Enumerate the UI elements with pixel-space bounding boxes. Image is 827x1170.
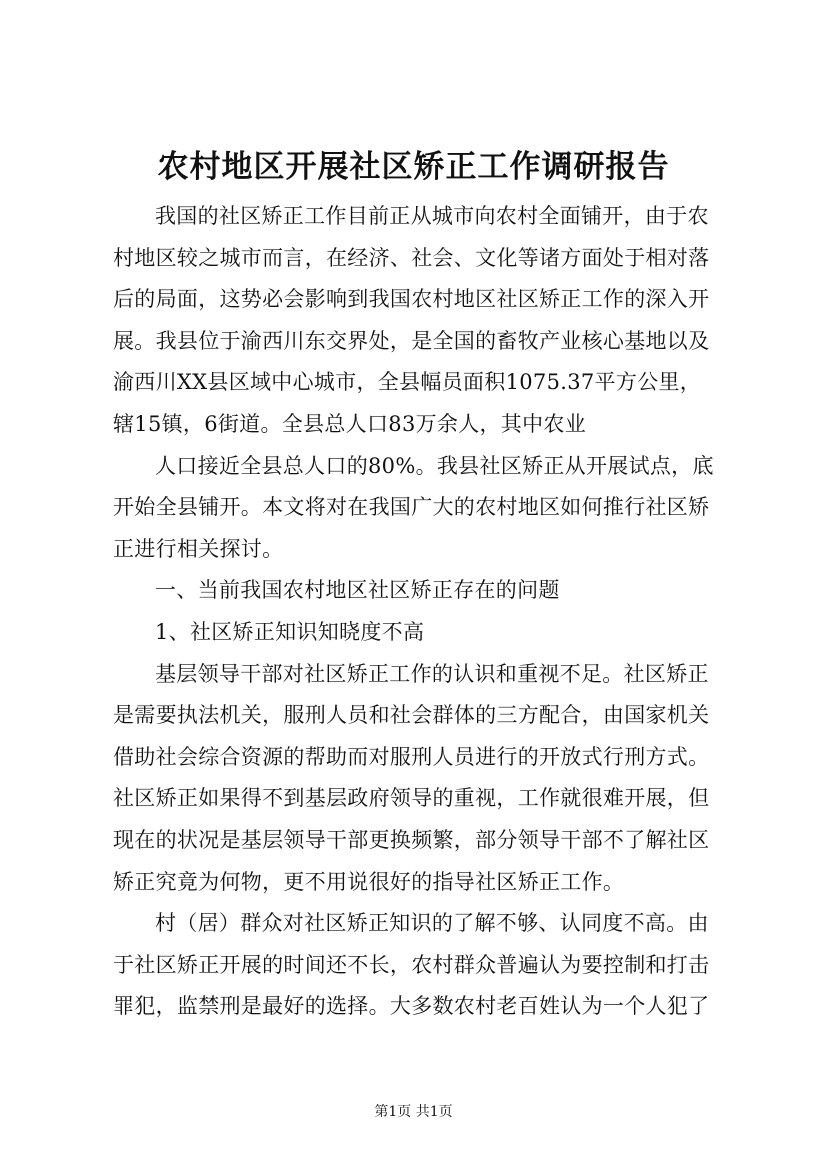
text-line: 社区矫正如果得不到基层政府领导的重视，工作就很难开展，但	[113, 786, 710, 811]
text-line: 后的局面，这势必会影响到我国农村地区社区矫正工作的深入开	[113, 287, 710, 312]
document-title: 农村地区开展社区矫正工作调研报告	[157, 149, 670, 185]
text-line: 罪犯，监禁刑是最好的选择。大多数农村老百姓认为一个人犯了	[113, 994, 710, 1019]
text-line: 是需要执法机关，服刑人员和社会群体的三方配合，由国家机关	[113, 703, 710, 728]
text-line: 借助社会综合资源的帮助而对服刑人员进行的开放式行刑方式。	[113, 744, 710, 769]
subsection-heading: 1、社区矫正知识知晓度不高	[155, 619, 425, 644]
text-line: 展。我县位于渝西川东交界处，是全国的畜牧产业核心基地以及	[113, 328, 710, 353]
text-line: 基层领导干部对社区矫正工作的认识和重视不足。社区矫正	[155, 661, 709, 686]
section-heading: 一、当前我国农村地区社区矫正存在的问题	[155, 578, 560, 603]
text-line: 矫正究竟为何物，更不用说很好的指导社区矫正工作。	[113, 869, 625, 894]
text-line: 开始全县铺开。本文将对在我国广大的农村地区如何推行社区矫	[113, 495, 710, 520]
text-line: 村（居）群众对社区矫正知识的了解不够、认同度不高。由	[155, 911, 709, 936]
text-line: 现在的状况是基层领导干部更换频繁，部分领导干部不了解社区	[113, 827, 710, 852]
page-footer: 第1页 共1页	[374, 1104, 453, 1120]
text-line: 渝西川XX县区域中心城市，全县幅员面积1075.37平方公里，	[113, 370, 702, 395]
document-body	[113, 196, 813, 1028]
text-line: 辖15镇，6街道。全县总人口83万余人，其中农业	[113, 411, 587, 436]
text-line: 人口接近全县总人口的80%。我县社区矫正从开展试点，底	[155, 453, 714, 478]
text-line: 我国的社区矫正工作目前正从城市向农村全面铺开，由于农	[155, 204, 709, 228]
text-line: 于社区矫正开展的时间还不长，农村群众普遍认为要控制和打击	[113, 952, 710, 977]
text-line: 正进行相关探讨。	[113, 536, 284, 561]
text-line: 村地区较之城市而言，在经济、社会、文化等诸方面处于相对落	[113, 245, 710, 270]
